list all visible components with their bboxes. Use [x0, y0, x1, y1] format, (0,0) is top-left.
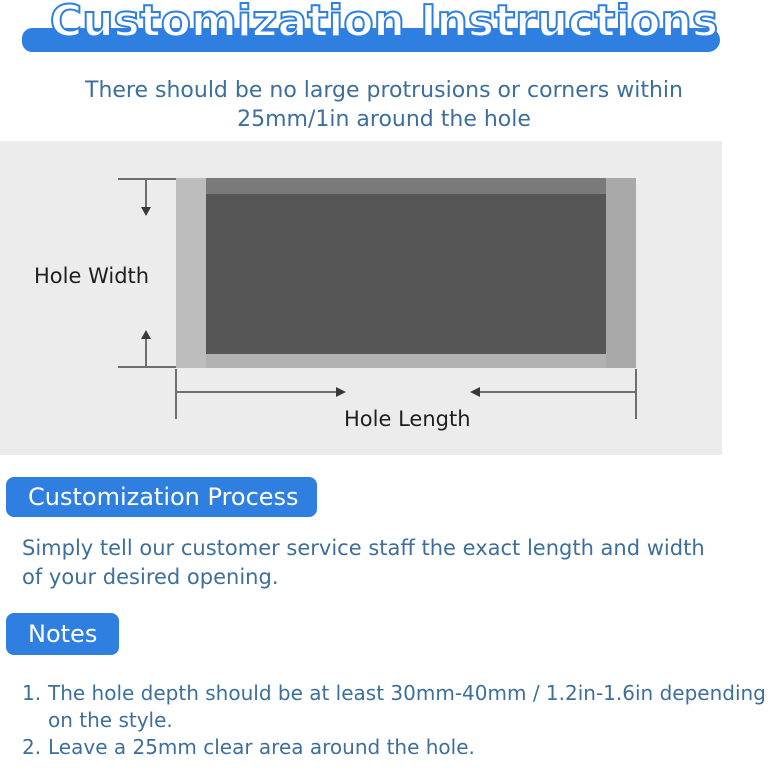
- width-down-arrow-icon: [141, 207, 151, 216]
- note-number: 2.: [22, 735, 42, 759]
- page-subtitle: There should be no large protrusions or corners within 25mm/1in around the hole: [85, 78, 683, 132]
- length-right-arrow-icon: [336, 387, 346, 397]
- page-title: Customization Instructions: [49, 0, 719, 47]
- width-up-arrow-icon: [141, 330, 151, 339]
- notes-section-title: Notes: [6, 613, 119, 655]
- notes-list: [22, 680, 766, 761]
- list-item: [22, 680, 766, 734]
- title-banner: [0, 0, 768, 62]
- length-left-arrow-icon: [470, 387, 480, 397]
- note-text: Leave a 25mm clear area around the hole.: [48, 735, 475, 759]
- process-section-title: Customization Process: [6, 477, 317, 517]
- list-item: [22, 734, 766, 761]
- hole-length-label: Hole Length: [344, 407, 471, 431]
- hole-width-label: Hole Width: [34, 264, 150, 288]
- note-text: The hole depth should be at least 30mm-40mm / 1.2in-1.6in depending on the style.: [48, 681, 766, 732]
- hole-diagram: [0, 141, 722, 455]
- process-description: Simply tell our customer service staff the exact length and width of your desired opening.: [22, 536, 705, 589]
- note-number: 1.: [22, 681, 42, 705]
